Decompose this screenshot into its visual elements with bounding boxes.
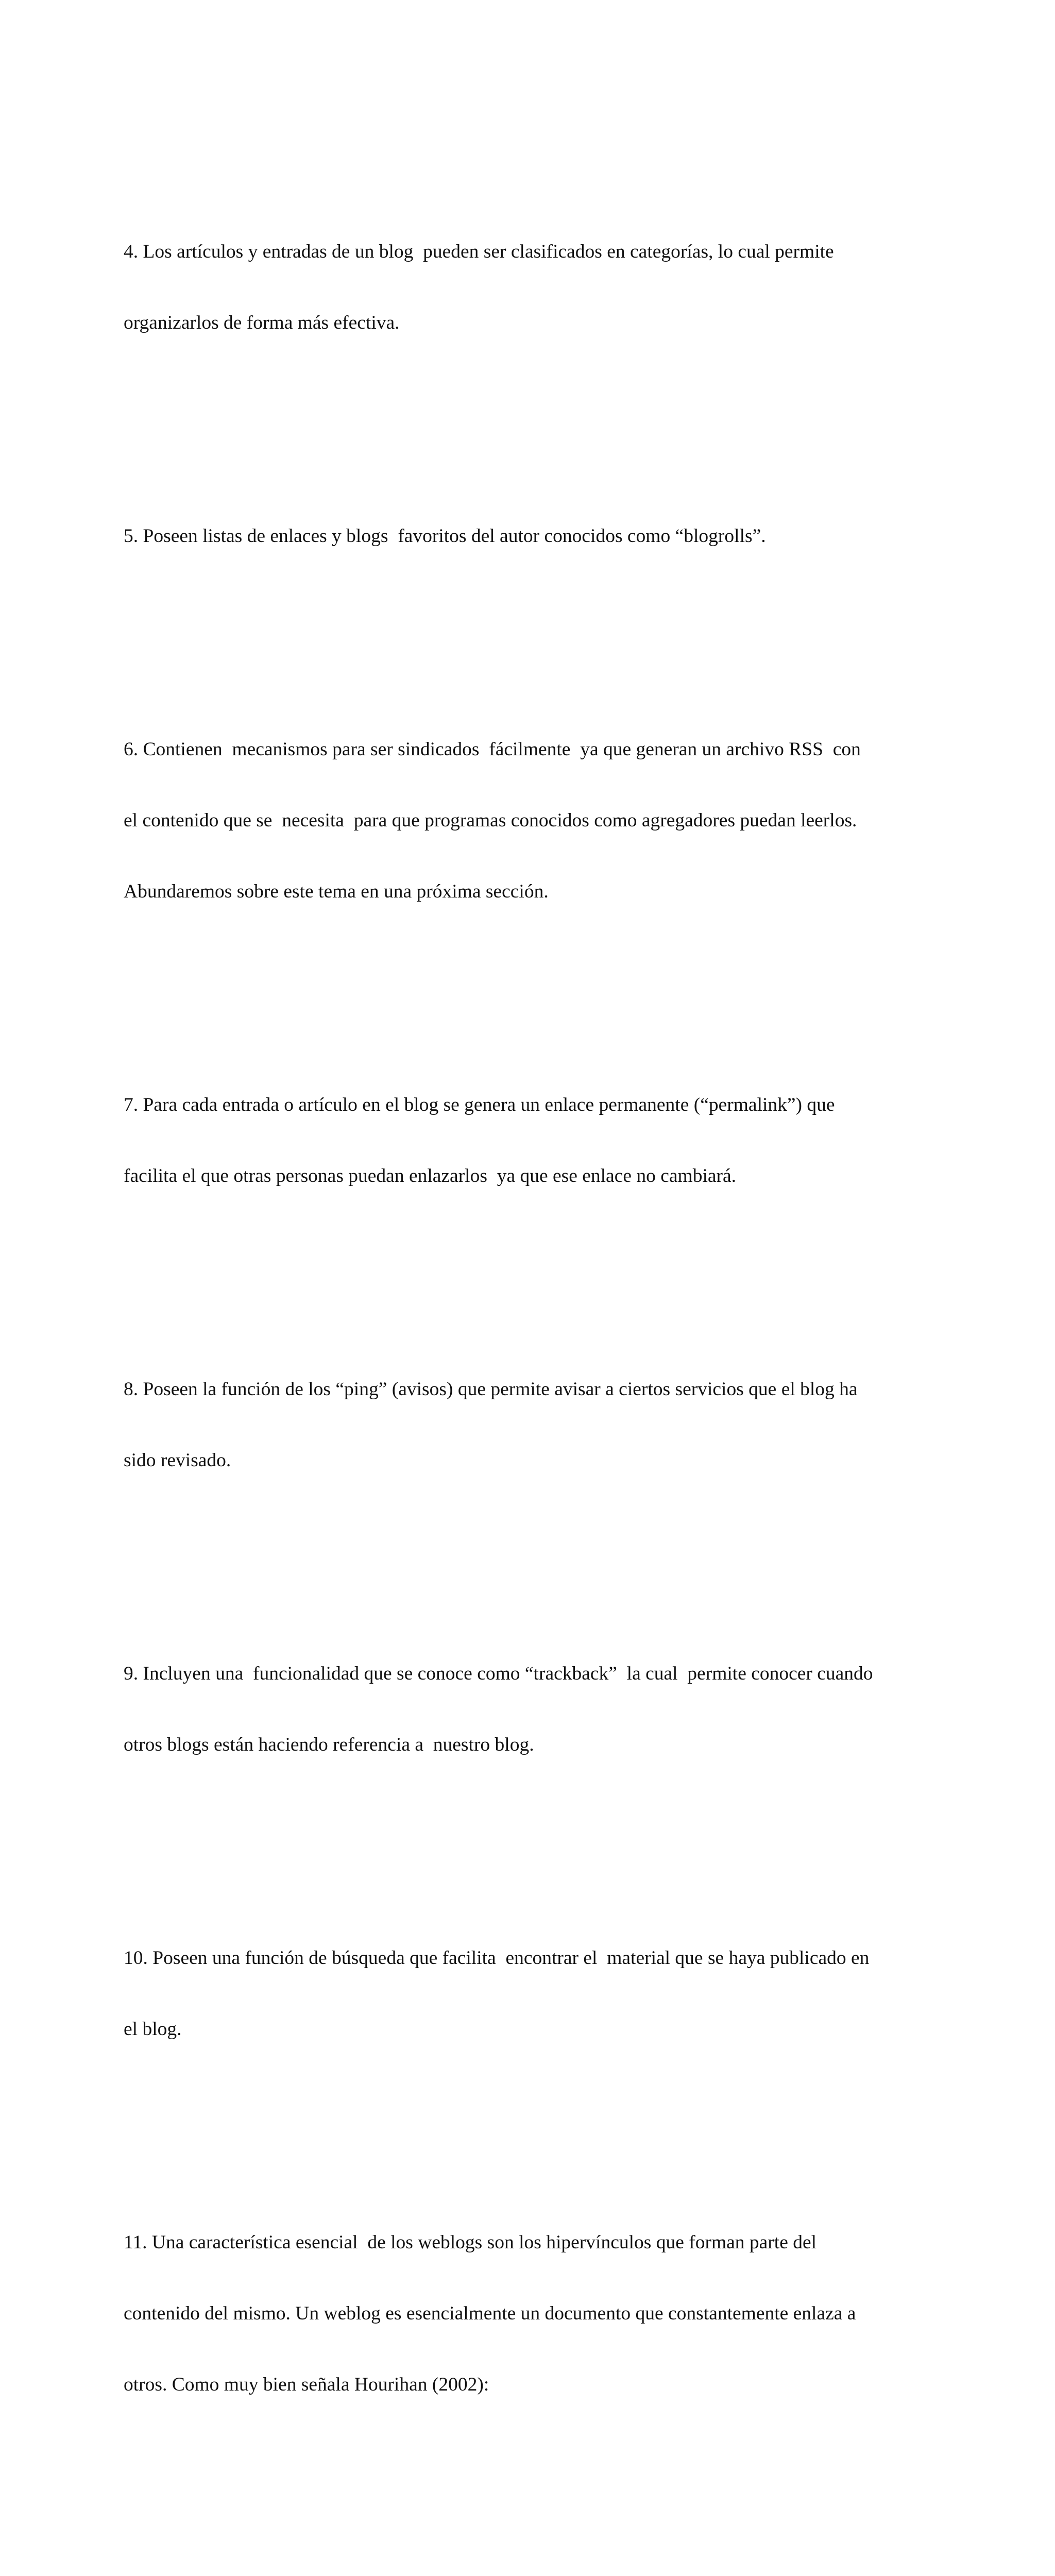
list-item-10: [124, 1899, 927, 2089]
block-quote: [185, 2539, 927, 2576]
list-item-9: [124, 1615, 927, 1804]
paragraph-line: el blog.: [124, 2019, 182, 2040]
list-item-8: [124, 1330, 927, 1520]
paragraph-line: otros blogs están haciendo referencia a nuestro blog.: [124, 1734, 534, 1755]
paragraph-line: 10. Poseen una función de búsqueda que facilita encontrar el material que se haya publicado en: [124, 1947, 870, 1969]
paragraph-line: otros. Como muy bien señala Hourihan (2002):: [124, 2374, 489, 2395]
paragraph-line: 7. Para cada entrada o artículo en el blog se genera un enlace permanente (“permalink”) que: [124, 1094, 835, 1115]
paragraph-line: Abundaremos sobre este tema en una próxima sección.: [124, 881, 549, 902]
list-item-11: [124, 2183, 927, 2444]
paragraph-line: facilita el que otras personas puedan enlazarlos ya que ese enlace no cambiará.: [124, 1165, 737, 1187]
document-content: [124, 122, 927, 2576]
paragraph-line: 9. Incluyen una funcionalidad que se conoce como “trackback” la cual permite conocer cuando: [124, 1663, 873, 1684]
list-item-6: [124, 690, 927, 951]
paragraph-line: 4. Los artículos y entradas de un blog pueden ser clasificados en categorías, lo cual permite: [124, 241, 834, 262]
paragraph-line: 8. Poseen la función de los “ping” (avisos) que permite avisar a ciertos servicios que el blog ha: [124, 1379, 858, 1400]
list-item-4: [124, 193, 927, 382]
list-item-7: [124, 1046, 927, 1235]
paragraph-line: 6. Contienen mecanismos para ser sindicados fácilmente ya que generan un archivo RSS con: [124, 739, 861, 760]
paragraph-line: sido revisado.: [124, 1450, 231, 1471]
paragraph-line: 5. Poseen listas de enlaces y blogs favoritos del autor conocidos como “blogrolls”.: [124, 526, 766, 547]
paragraph-line: contenido del mismo. Un weblog es esencialmente un documento que constantemente enlaza a: [124, 2303, 856, 2324]
list-item-5: [124, 477, 927, 596]
paragraph-line: organizarlos de forma más efectiva.: [124, 312, 400, 333]
paragraph-line: el contenido que se necesita para que programas conocidos como agregadores puedan leerlos.: [124, 810, 857, 831]
paragraph-line: 11. Una característica esencial de los weblogs son los hipervínculos que forman parte del: [124, 2232, 817, 2253]
